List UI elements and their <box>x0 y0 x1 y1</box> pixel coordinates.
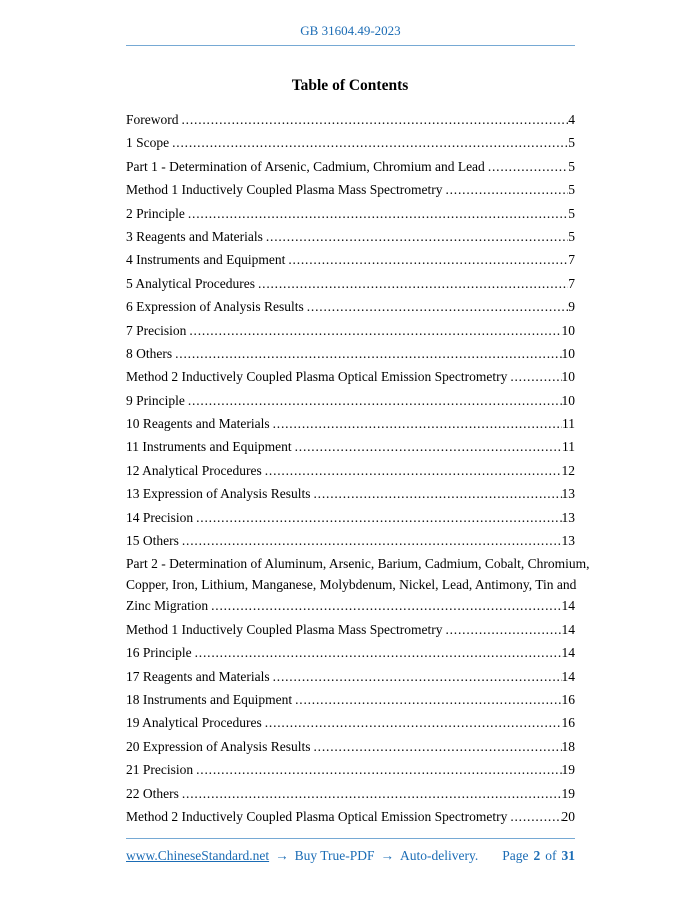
toc-entry <box>126 226 575 247</box>
toc-entry-title: 18 Instruments and Equipment <box>126 691 293 707</box>
toc-entry <box>126 783 575 804</box>
toc-entry-title: Method 1 Inductively Coupled Plasma Mass Spectrometry <box>126 182 443 198</box>
toc-page-number: 4 <box>568 112 575 127</box>
toc-page-number: 5 <box>568 205 575 221</box>
toc-title: Table of Contents <box>291 77 409 94</box>
toc-entry-title: 19 Analytical Procedures <box>126 715 262 731</box>
page-footer <box>126 838 575 864</box>
toc-dot-leader <box>258 273 568 294</box>
toc-entry <box>126 179 575 200</box>
toc-entry <box>126 296 575 317</box>
toc-entry <box>126 436 575 457</box>
toc-entry <box>126 249 575 270</box>
toc-page-number: 10 <box>561 322 575 338</box>
footer-link[interactable]: www.ChineseStandard.net <box>126 848 270 863</box>
toc-page-number: 11 <box>562 416 575 432</box>
toc-entry <box>126 320 575 341</box>
toc-entry <box>126 156 575 177</box>
toc-page-number: 7 <box>568 275 575 291</box>
page-indicator <box>502 848 575 864</box>
toc-dot-leader <box>314 483 562 504</box>
toc-entry-title: 7 Precision <box>126 322 187 338</box>
toc-entry <box>126 273 575 294</box>
toc-dot-leader <box>188 203 568 224</box>
toc-page-number: 16 <box>561 715 575 731</box>
toc-dot-leader <box>288 249 568 270</box>
toc-dot-leader <box>273 413 562 434</box>
toc-entry-title: 22 Others <box>126 785 179 801</box>
toc-dot-leader <box>196 759 561 780</box>
toc-entry-title: 14 Precision <box>126 509 194 525</box>
toc-entry <box>126 413 575 434</box>
toc-entry <box>126 366 575 387</box>
standard-number: GB 31604.49-2023 <box>300 23 401 38</box>
toc-entry-title: Foreword <box>126 112 179 127</box>
toc-entry-title: 13 Expression of Analysis Results <box>126 486 311 502</box>
toc-page-number: 14 <box>561 621 575 637</box>
toc-dot-leader <box>273 666 562 687</box>
toc-entry-title: 10 Reagents and Materials <box>126 416 270 432</box>
toc-page-number: 7 <box>568 252 575 268</box>
toc-entry <box>126 689 575 710</box>
toc-entry-title: Method 2 Inductively Coupled Plasma Optical Emission Spectrometry <box>126 808 508 824</box>
toc-dot-leader <box>195 642 562 663</box>
toc-page-number: 13 <box>561 509 575 525</box>
toc-page-number: 18 <box>561 738 575 754</box>
toc-entry-title: 9 Principle <box>126 392 185 408</box>
toc-page-number: 5 <box>568 158 575 174</box>
toc-entry-title: 20 Expression of Analysis Results <box>126 738 311 754</box>
toc-entry-title: 2 Principle <box>126 205 185 221</box>
of-label: of <box>545 848 557 863</box>
toc-entry-title: 11 Instruments and Equipment <box>126 439 292 455</box>
toc-entry-title: 15 Others <box>126 533 179 549</box>
toc-entry <box>126 619 575 640</box>
toc-entry-title: 8 Others <box>126 345 173 361</box>
toc-entry <box>126 132 575 153</box>
toc-entry <box>126 203 575 224</box>
toc-entry-title: 17 Reagents and Materials <box>126 668 270 684</box>
toc-dot-leader <box>182 109 569 130</box>
toc-dot-leader <box>265 460 562 481</box>
toc-page-number: 14 <box>561 668 575 684</box>
toc-entry <box>126 390 575 411</box>
toc-page-number: 5 <box>568 182 575 198</box>
page-current: 2 <box>533 848 541 863</box>
toc-entry <box>126 712 575 733</box>
toc-page-number: 10 <box>561 345 575 361</box>
toc-entry-title: 21 Precision <box>126 762 194 778</box>
toc-dot-leader <box>307 296 569 317</box>
toc-entry-title: 5 Analytical Procedures <box>126 275 255 291</box>
toc-page-number: 14 <box>561 598 575 614</box>
toc-list <box>126 109 590 829</box>
toc-entry-wrap-line: Part 2 - Determination of Aluminum, Arsenic, Barium, Cadmium, Cobalt, Chromium, <box>126 556 590 572</box>
toc-page-number: 5 <box>568 228 575 244</box>
toc-dot-leader <box>445 619 561 640</box>
toc-entry-last-line <box>126 595 575 616</box>
toc-page-number: 10 <box>561 369 575 385</box>
toc-entry-title: Method 1 Inductively Coupled Plasma Mass Spectrometry <box>126 621 443 637</box>
toc-entry <box>126 736 575 757</box>
arrow-right-icon: → <box>380 848 395 863</box>
toc-dot-leader <box>295 436 562 457</box>
toc-dot-leader <box>510 806 561 827</box>
toc-page-number: 13 <box>561 533 575 549</box>
toc-page-number: 19 <box>561 785 575 801</box>
page-header <box>126 23 575 46</box>
toc-entry <box>126 460 575 481</box>
toc-entry-title: 4 Instruments and Equipment <box>126 252 286 268</box>
toc-dot-leader <box>266 226 568 247</box>
toc-entry <box>126 507 575 528</box>
footer-delivery-text: Auto-delivery. <box>400 848 479 863</box>
toc-dot-leader <box>182 530 562 551</box>
toc-entry-title: Zinc Migration <box>126 598 209 614</box>
toc-entry-title: Method 2 Inductively Coupled Plasma Optical Emission Spectrometry <box>126 369 508 385</box>
toc-page-number: 12 <box>561 462 575 478</box>
toc-dot-leader <box>445 179 568 200</box>
toc-dot-leader <box>188 390 562 411</box>
toc-entry <box>126 109 575 130</box>
footer-buy-text: Buy True-PDF <box>294 848 375 863</box>
toc-dot-leader <box>182 783 562 804</box>
toc-dot-leader <box>189 320 561 341</box>
toc-entry <box>126 759 575 780</box>
toc-page-number: 20 <box>561 808 575 824</box>
toc-dot-leader <box>314 736 562 757</box>
arrow-right-icon: → <box>275 848 289 863</box>
footer-left <box>126 848 478 864</box>
toc-entry <box>126 483 575 504</box>
toc-dot-leader <box>175 343 561 364</box>
toc-page-number: 16 <box>561 691 575 707</box>
toc-dot-leader <box>295 689 561 710</box>
toc-page-number: 5 <box>568 135 575 151</box>
toc-entry <box>126 806 575 827</box>
toc-entry-title: 12 Analytical Procedures <box>126 462 262 478</box>
toc-entry <box>126 530 575 551</box>
toc-entry <box>126 642 575 663</box>
toc-entry <box>126 553 590 616</box>
toc-entry <box>126 666 575 687</box>
toc-page-number: 19 <box>561 762 575 778</box>
page-total: 31 <box>561 848 575 863</box>
toc-page-number: 9 <box>568 299 575 315</box>
toc-entry-title: Part 1 - Determination of Arsenic, Cadmium, Chromium and Lead <box>126 158 485 174</box>
toc-page-number: 11 <box>562 439 575 455</box>
toc-page-number: 13 <box>561 486 575 502</box>
toc-dot-leader <box>488 156 568 177</box>
toc-dot-leader <box>510 366 561 387</box>
toc-page-number: 10 <box>561 392 575 408</box>
toc-dot-leader <box>196 507 561 528</box>
toc-dot-leader <box>265 712 562 733</box>
toc-entry-title: 6 Expression of Analysis Results <box>126 299 304 315</box>
toc-dot-leader <box>172 132 568 153</box>
page-label: Page <box>502 848 529 863</box>
toc-entry-title: 3 Reagents and Materials <box>126 228 263 244</box>
toc-entry <box>126 343 575 364</box>
toc-dot-leader <box>211 595 561 616</box>
toc-entry-title: 16 Principle <box>126 645 192 661</box>
toc-entry-title: 1 Scope <box>126 135 170 151</box>
toc-page-number: 14 <box>561 645 575 661</box>
toc-entry-wrap-line: Copper, Iron, Lithium, Manganese, Molybdenum, Nickel, Lead, Antimony, Tin and <box>126 577 577 593</box>
